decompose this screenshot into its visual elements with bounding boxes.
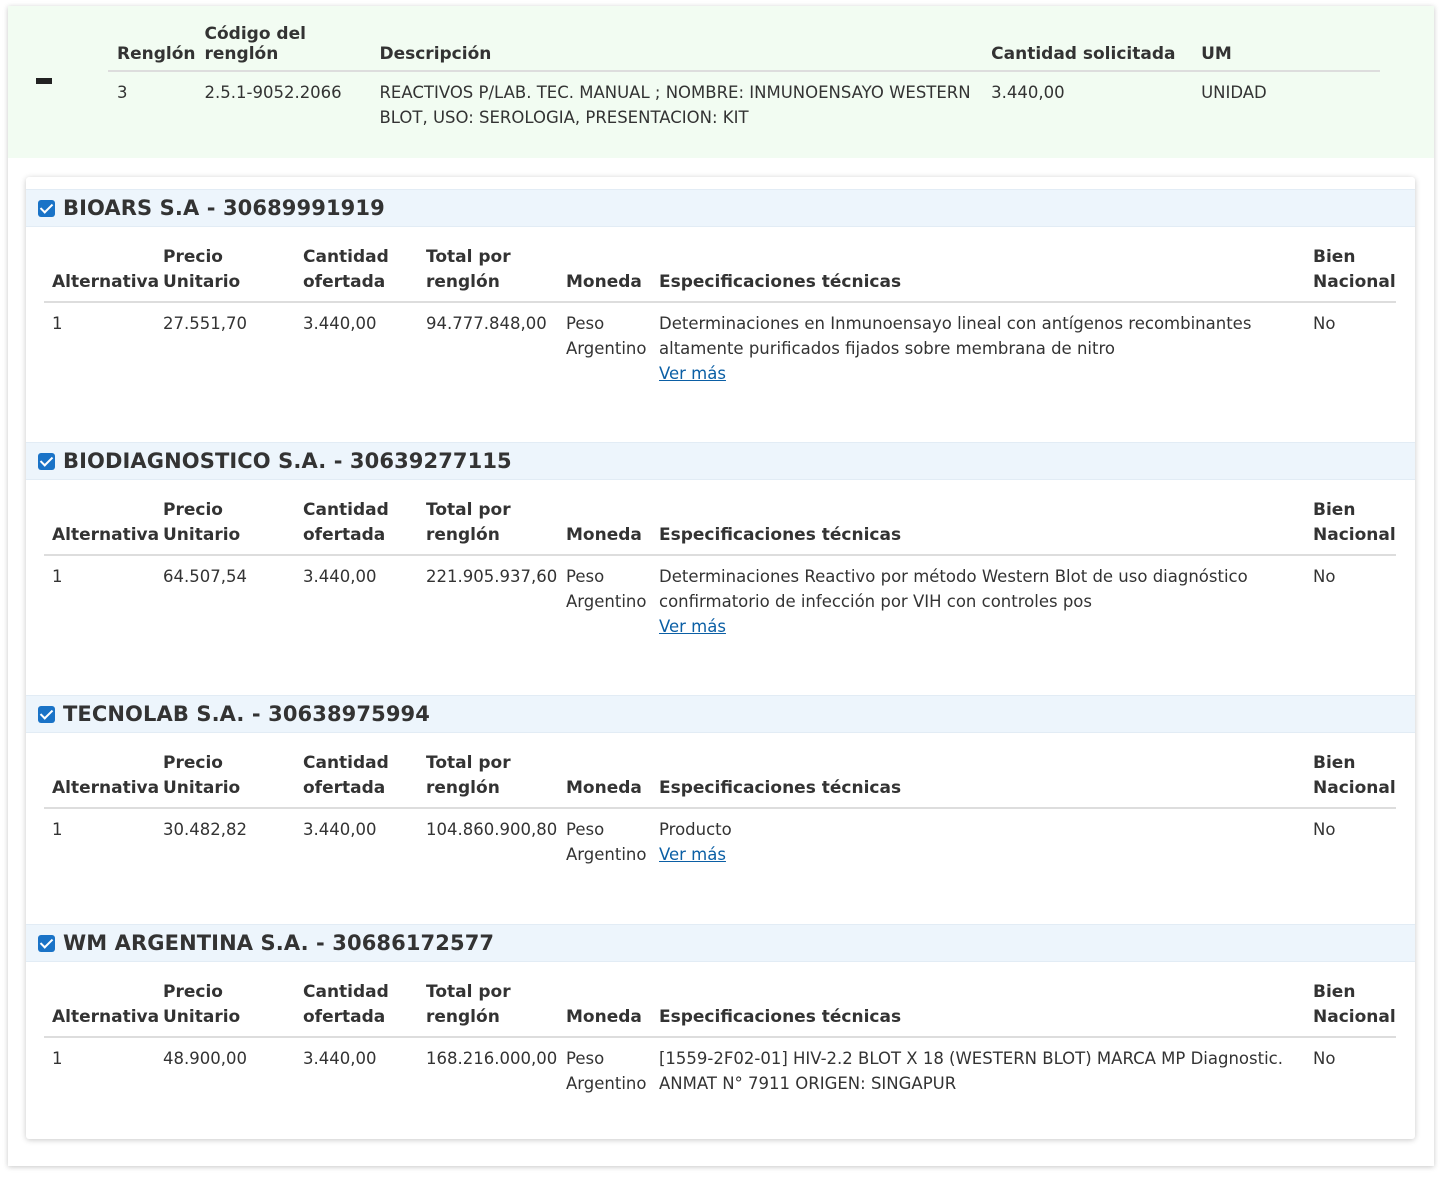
- col-total-por-renglon: Total por renglón: [418, 245, 558, 302]
- col-precio-unitario: Precio Unitario: [155, 980, 295, 1037]
- moneda-value: Peso Argentino: [566, 820, 647, 864]
- precio-unitario-value: 30.482,82: [163, 820, 247, 839]
- col-moneda: Moneda: [558, 980, 651, 1037]
- offer-table: [44, 498, 1396, 639]
- supplier-checkbox[interactable]: [38, 200, 55, 217]
- especificaciones-value: Determinaciones Reactivo por método Western Blot de uso diagnóstico confirmatorio de infección por VIH con controles pos: [659, 567, 1248, 611]
- col-bien-nacional: Bien Nacional: [1305, 751, 1396, 808]
- table-row: [44, 808, 1396, 867]
- col-cantidad-ofertada: Cantidad ofertada: [295, 751, 418, 808]
- col-cantidad-solicitada: Cantidad solicitada: [982, 24, 1192, 71]
- col-total-por-renglon: Total por renglón: [418, 498, 558, 555]
- item-summary: [8, 6, 1434, 158]
- cantidad-ofertada-value: 3.440,00: [303, 820, 377, 839]
- bien-nacional-value: No: [1313, 314, 1336, 333]
- codigo-value: 2.5.1-9052.2066: [204, 83, 342, 102]
- alternativa-value: 1: [52, 1049, 63, 1068]
- col-total-por-renglon: Total por renglón: [418, 751, 558, 808]
- especificaciones-value: Producto: [659, 820, 732, 839]
- um-value: UNIDAD: [1201, 83, 1267, 102]
- ver-mas-link[interactable]: Ver más: [659, 845, 726, 864]
- supplier-checkbox[interactable]: [38, 935, 55, 952]
- item-panel: [8, 6, 1434, 1166]
- table-row: [44, 1037, 1396, 1096]
- alternativa-value: 1: [52, 820, 63, 839]
- col-moneda: Moneda: [558, 751, 651, 808]
- col-alternativa: Alternativa: [44, 245, 155, 302]
- col-precio-unitario: Precio Unitario: [155, 498, 295, 555]
- ver-mas-link[interactable]: Ver más: [659, 364, 726, 383]
- total-value: 168.216.000,00: [426, 1049, 558, 1068]
- cantidad-ofertada-value: 3.440,00: [303, 314, 377, 333]
- supplier-name: BIOARS S.A - 30689991919: [63, 196, 385, 220]
- alternativa-value: 1: [52, 314, 63, 333]
- supplier-header: [26, 695, 1415, 733]
- offers-card: [26, 177, 1415, 1139]
- offer-table: [44, 245, 1396, 386]
- col-total-por-renglon: Total por renglón: [418, 980, 558, 1037]
- cantidad-ofertada-value: 3.440,00: [303, 567, 377, 586]
- table-row: [44, 302, 1396, 386]
- offer-table: [44, 980, 1396, 1096]
- item-table: [108, 24, 1380, 130]
- especificaciones-value: [1559-2F02-01] HIV-2.2 BLOT X 18 (WESTERN BLOT) MARCA MP Diagnostic. ANMAT N° 7911 ORIGEN: SINGAPUR: [659, 1049, 1283, 1093]
- col-especificaciones: Especificaciones técnicas: [651, 498, 1305, 555]
- renglon-value: 3: [117, 83, 128, 102]
- moneda-value: Peso Argentino: [566, 314, 647, 358]
- cantidad-ofertada-value: 3.440,00: [303, 1049, 377, 1068]
- especificaciones-cell: [651, 1037, 1305, 1096]
- total-value: 104.860.900,80: [426, 820, 558, 839]
- supplier-checkbox[interactable]: [38, 453, 55, 470]
- supplier-header: [26, 442, 1415, 480]
- col-alternativa: Alternativa: [44, 498, 155, 555]
- col-especificaciones: Especificaciones técnicas: [651, 751, 1305, 808]
- col-alternativa: Alternativa: [44, 751, 155, 808]
- supplier-name: WM ARGENTINA S.A. - 30686172577: [63, 931, 495, 955]
- col-moneda: Moneda: [558, 245, 651, 302]
- supplier-section: [26, 442, 1415, 639]
- col-cantidad-ofertada: Cantidad ofertada: [295, 245, 418, 302]
- col-bien-nacional: Bien Nacional: [1305, 980, 1396, 1037]
- col-precio-unitario: Precio Unitario: [155, 751, 295, 808]
- supplier-name: BIODIAGNOSTICO S.A. - 30639277115: [63, 449, 512, 473]
- supplier-checkbox[interactable]: [38, 706, 55, 723]
- especificaciones-cell: [651, 302, 1305, 386]
- cantidad-value: 3.440,00: [991, 83, 1065, 102]
- table-row: [44, 555, 1396, 639]
- especificaciones-cell: [651, 555, 1305, 639]
- col-renglon: Renglón: [108, 24, 196, 71]
- supplier-section: [26, 924, 1415, 1096]
- col-especificaciones: Especificaciones técnicas: [651, 245, 1305, 302]
- offer-table: [44, 751, 1396, 867]
- precio-unitario-value: 27.551,70: [163, 314, 247, 333]
- supplier-header: [26, 189, 1415, 227]
- collapse-minus-icon[interactable]: [36, 78, 52, 84]
- precio-unitario-value: 48.900,00: [163, 1049, 247, 1068]
- ver-mas-link[interactable]: Ver más: [659, 617, 726, 636]
- descripcion-value: REACTIVOS P/LAB. TEC. MANUAL ; NOMBRE: INMUNOENSAYO WESTERN BLOT, USO: SEROLOGIA, PRESENTACION: KIT: [379, 83, 971, 127]
- alternativa-value: 1: [52, 567, 63, 586]
- moneda-value: Peso Argentino: [566, 567, 647, 611]
- col-precio-unitario: Precio Unitario: [155, 245, 295, 302]
- especificaciones-value: Determinaciones en Inmunoensayo lineal con antígenos recombinantes altamente purificados fijados sobre membrana de nitro: [659, 314, 1252, 358]
- col-alternativa: Alternativa: [44, 980, 155, 1037]
- supplier-section: [26, 189, 1415, 386]
- col-codigo: Código del renglón: [196, 24, 371, 71]
- col-especificaciones: Especificaciones técnicas: [651, 980, 1305, 1037]
- col-um: UM: [1192, 24, 1380, 71]
- total-value: 94.777.848,00: [426, 314, 547, 333]
- precio-unitario-value: 64.507,54: [163, 567, 247, 586]
- bien-nacional-value: No: [1313, 1049, 1336, 1068]
- col-bien-nacional: Bien Nacional: [1305, 498, 1396, 555]
- bien-nacional-value: No: [1313, 567, 1336, 586]
- col-bien-nacional: Bien Nacional: [1305, 245, 1396, 302]
- moneda-value: Peso Argentino: [566, 1049, 647, 1093]
- col-moneda: Moneda: [558, 498, 651, 555]
- total-value: 221.905.937,60: [426, 567, 558, 586]
- col-descripcion: Descripción: [370, 24, 982, 71]
- supplier-section: [26, 695, 1415, 867]
- supplier-header: [26, 924, 1415, 962]
- especificaciones-cell: [651, 808, 1305, 867]
- table-row: [108, 71, 1380, 130]
- supplier-name: TECNOLAB S.A. - 30638975994: [63, 702, 430, 726]
- col-cantidad-ofertada: Cantidad ofertada: [295, 498, 418, 555]
- bien-nacional-value: No: [1313, 820, 1336, 839]
- col-cantidad-ofertada: Cantidad ofertada: [295, 980, 418, 1037]
